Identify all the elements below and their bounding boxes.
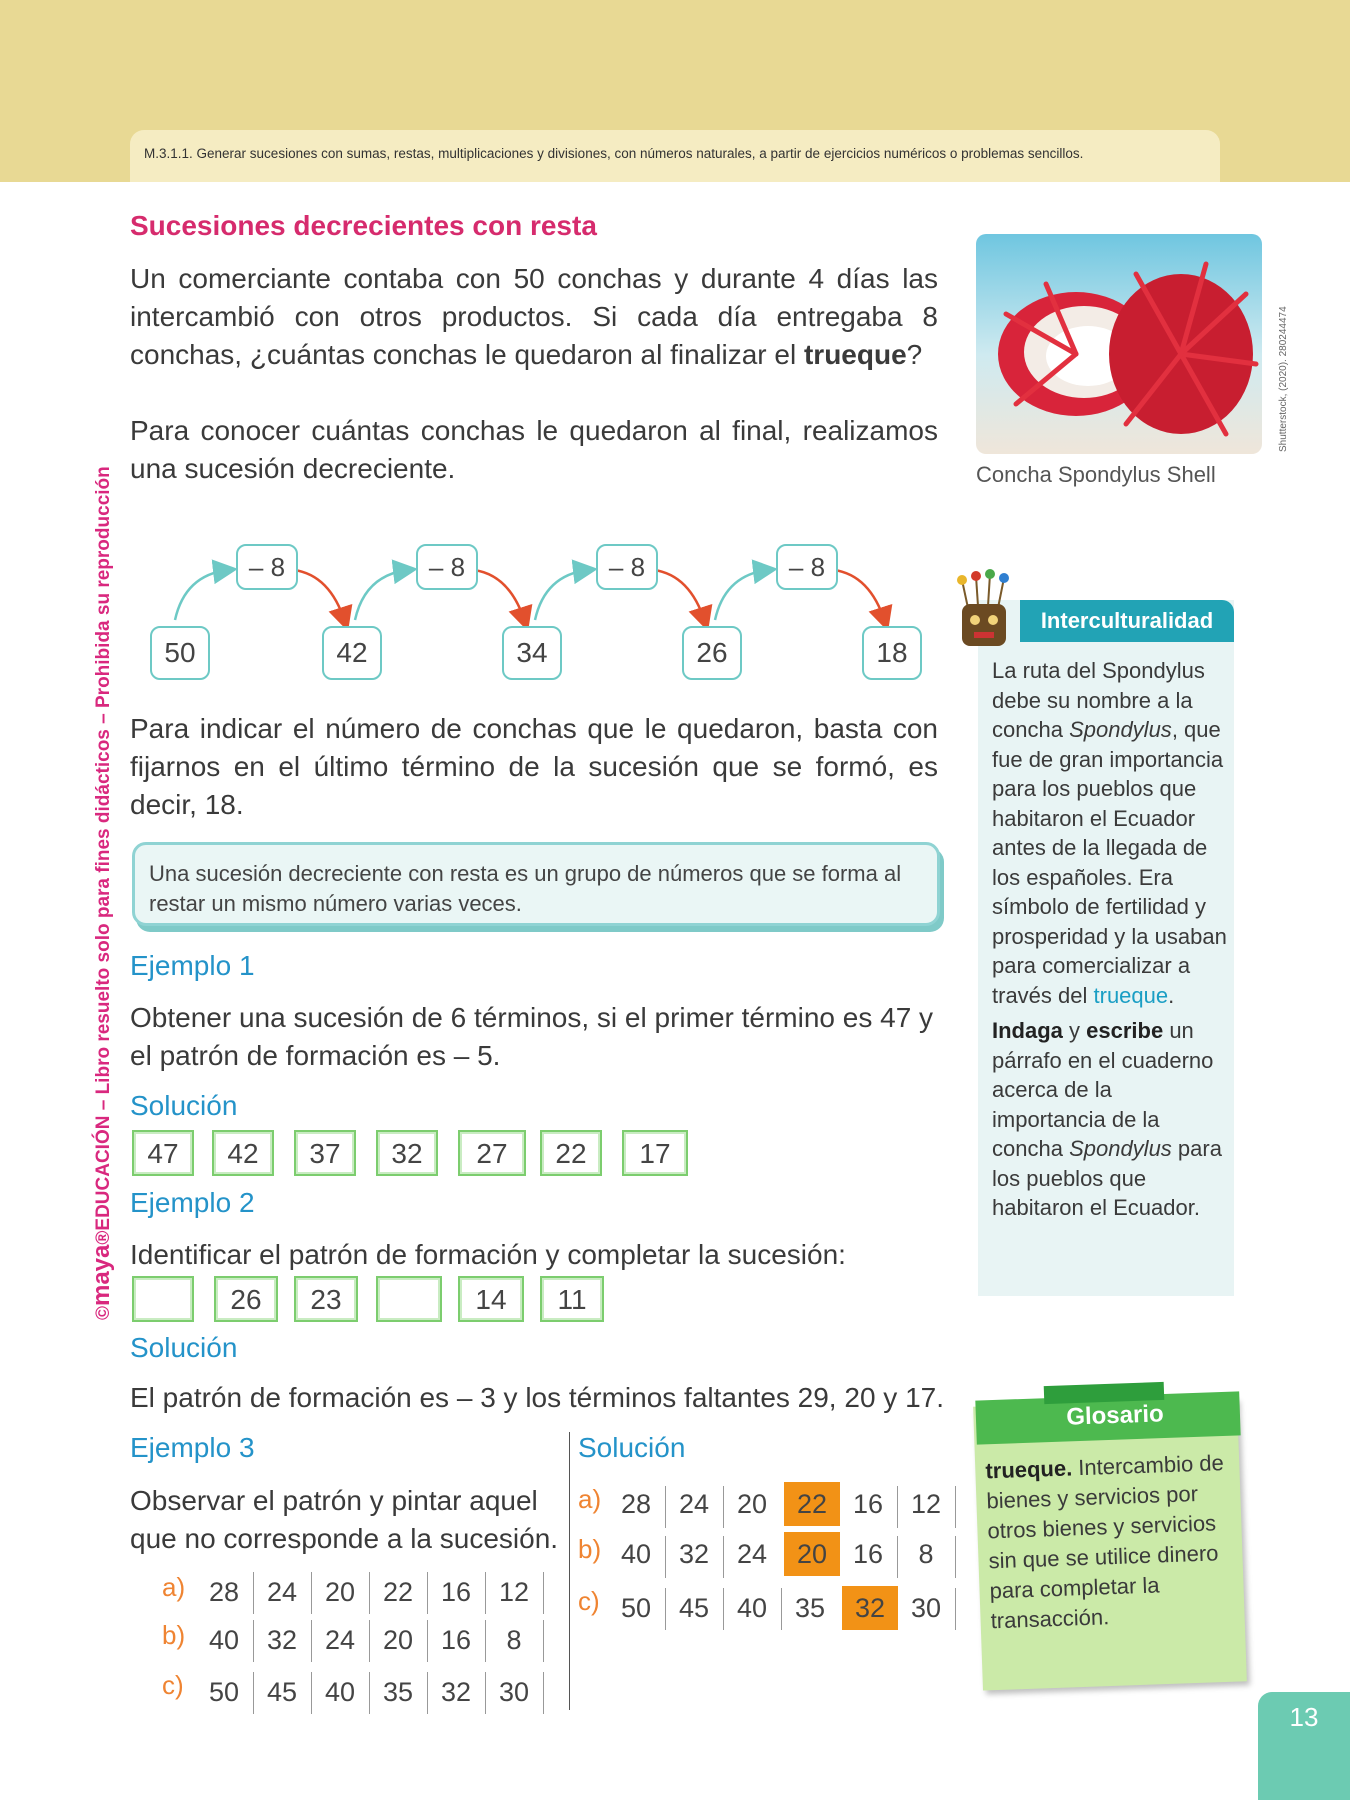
conclusion-paragraph: Para indicar el número de conchas que le quedaron, basta con fijarnos en el último término de la sucesión que se formó, es decir, 18.	[130, 713, 938, 820]
arrow-up-2	[355, 570, 408, 620]
photo-credit: Shutterstock, (2020). 280244474	[1278, 306, 1289, 452]
task-y: y	[1062, 1018, 1087, 1043]
intercult-task	[992, 1016, 1228, 1223]
sequence-term: 18	[862, 626, 922, 680]
cell: 16	[440, 1577, 472, 1607]
sequence-term: 42	[322, 626, 382, 680]
example1-solution-heading: Solución	[130, 1090, 238, 1121]
solution-term: 42	[212, 1130, 274, 1176]
cell: 12	[498, 1577, 530, 1607]
glosario-term: trueque.	[985, 1455, 1073, 1484]
row-label-c: c)	[162, 1670, 184, 1700]
cell: 50	[620, 1593, 652, 1623]
vertical-copyright	[88, 460, 118, 1320]
intercult-link-word: trueque	[1093, 982, 1169, 1008]
copyright-symbol: ©	[93, 1306, 114, 1320]
example1-heading: Ejemplo 1	[130, 950, 255, 981]
cell: 16	[440, 1625, 472, 1655]
operation-box: – 8	[416, 544, 478, 590]
task-text-1: un párrafo en el cuaderno acerca de la importancia de la concha	[992, 1018, 1214, 1161]
interculturalidad-title: Interculturalidad	[1020, 600, 1234, 642]
cell: 22	[382, 1577, 414, 1607]
interculturalidad-text	[992, 656, 1228, 1223]
cell: 28	[208, 1577, 240, 1607]
cell: 20	[324, 1577, 356, 1607]
arrow-down-2	[474, 570, 525, 622]
task-bold-escribe: escribe	[1086, 1018, 1164, 1043]
cell: 45	[266, 1677, 298, 1707]
example2-solution: El patrón de formación es – 3 y los términos faltantes 29, 20 y 17.	[130, 1382, 944, 1413]
cell: 24	[678, 1489, 710, 1519]
cell: 8	[918, 1539, 934, 1569]
example3-heading: Ejemplo 3	[130, 1432, 255, 1463]
glosario-definition: Intercambio de bienes y servicios por otros bienes y servicios sin que se utilice dinero para completar la transacción.	[986, 1450, 1225, 1634]
example1-statement: Obtener una sucesión de 6 términos, si el primer término es 47 y el patrón de formación es – 5.	[130, 1002, 934, 1071]
cell: 20	[382, 1625, 414, 1655]
cell: 40	[324, 1677, 356, 1707]
glosario-title: Glosario	[1065, 1400, 1165, 1431]
maya-logo: maya	[88, 1244, 115, 1306]
cell: 28	[620, 1489, 652, 1519]
problem-text: Un comerciante contaba con 50 conchas y durante 4 días las intercambió con otros productos. Si cada día entregaba 8 conchas, ¿cuántas conchas le quedaron al finalizar el	[130, 263, 938, 370]
intercult-text-3: .	[1168, 982, 1175, 1008]
operation-box: – 8	[596, 544, 658, 590]
row-label-a: a)	[162, 1572, 186, 1602]
sequence-term: 50	[150, 626, 210, 680]
row-label-b: b)	[162, 1620, 186, 1650]
cell: 40	[208, 1625, 240, 1655]
sol-row-label-a: a)	[578, 1484, 602, 1514]
cell: 32	[266, 1625, 298, 1655]
sequence-box: 11	[540, 1276, 604, 1322]
example2-statement: Identificar el patrón de formación y completar la sucesión:	[130, 1239, 846, 1270]
cell: 45	[678, 1593, 710, 1623]
sequence-term: 26	[682, 626, 742, 680]
cell: 50	[208, 1677, 240, 1707]
photo-caption: Concha Spondylus Shell	[976, 462, 1216, 487]
arrow-down-1	[294, 570, 345, 622]
task-italic: Spondylus	[1069, 1136, 1172, 1161]
task-text-2: para los pueblos que habitaron el Ecuador.	[992, 1136, 1222, 1220]
example3-divider	[569, 1432, 570, 1710]
intro-paragraph: Para conocer cuántas conchas le quedaron al final, realizamos una sucesión decreciente.	[130, 415, 938, 484]
sequence-box-empty	[132, 1276, 194, 1322]
example2-heading: Ejemplo 2	[130, 1187, 255, 1218]
solution-term: 47	[132, 1130, 194, 1176]
cell: 30	[910, 1593, 942, 1623]
example3-rows	[160, 1568, 550, 1718]
sol-row-label-c: c)	[578, 1586, 600, 1616]
example3-solution-heading: Solución	[578, 1432, 686, 1463]
intercult-italic: Spondylus	[1069, 717, 1172, 742]
cell: 16	[852, 1539, 884, 1569]
cell: 20	[736, 1489, 768, 1519]
sequence-box-empty	[376, 1276, 442, 1322]
intercult-text-2: , que fue de gran importancia para los pueblos que habitaron el Ecuador antes de la llegada de los españoles. Era símbolo de fertilidad y prosperidad y la usaban para comercializar a través del	[992, 717, 1227, 1008]
cell: 30	[498, 1677, 530, 1707]
cell: 16	[852, 1489, 884, 1519]
highlighted-cell: 22	[784, 1482, 840, 1526]
cell: 40	[620, 1539, 652, 1569]
problem-statement	[130, 260, 938, 374]
arrow-down-4	[834, 570, 885, 622]
cell: 35	[794, 1593, 826, 1623]
solution-term: 17	[622, 1130, 688, 1176]
sequence-box: 23	[294, 1276, 358, 1322]
solution-term: 37	[294, 1130, 356, 1176]
copyright-text: ®EDUCACIÓN – Libro resuelto solo para fines didácticos – Prohibida su reproducción	[93, 466, 114, 1245]
cell: 32	[678, 1539, 710, 1569]
example1-solution-boxes	[130, 1130, 710, 1178]
highlighted-cell: 32	[842, 1586, 898, 1630]
sequence-box: 26	[214, 1276, 278, 1322]
arrow-up-3	[535, 570, 588, 620]
cell: 32	[440, 1677, 472, 1707]
definition-box: Una sucesión decreciente con resta es un grupo de números que se forma al restar un mismo número varias veces.	[132, 842, 940, 926]
intercult-text-1: La ruta del Spondylus debe su nombre a la concha	[992, 658, 1205, 742]
solution-term: 32	[376, 1130, 438, 1176]
cell: 24	[324, 1625, 356, 1655]
operation-box: – 8	[776, 544, 838, 590]
shell-illustration	[976, 234, 1262, 454]
operation-box: – 8	[236, 544, 298, 590]
task-bold-indaga: Indaga	[992, 1018, 1063, 1043]
page-number: 13	[1289, 1702, 1319, 1732]
cell: 35	[382, 1677, 414, 1707]
cell: 8	[506, 1625, 522, 1655]
solution-term: 22	[540, 1130, 602, 1176]
section-title: Sucesiones decrecientes con resta	[130, 210, 597, 241]
example2-boxes	[130, 1276, 630, 1324]
glosario-text	[985, 1448, 1241, 1637]
example2-solution-heading: Solución	[130, 1332, 238, 1363]
arrow-down-3	[654, 570, 705, 622]
arrow-up-1	[175, 570, 228, 620]
highlighted-cell: 20	[784, 1532, 840, 1576]
spondylus-shell-photo	[976, 234, 1262, 454]
sequence-diagram	[130, 540, 930, 690]
example3-solution-rows	[576, 1480, 956, 1630]
mask-icon	[948, 568, 1020, 652]
solution-term: 27	[458, 1130, 526, 1176]
example3-statement: Observar el patrón y pintar aquel que no corresponde a la sucesión.	[130, 1485, 559, 1554]
problem-bold-word: trueque	[803, 339, 907, 370]
sol-row-label-b: b)	[578, 1534, 602, 1564]
problem-text-end: ?	[906, 339, 923, 370]
cell: 24	[736, 1539, 768, 1569]
curriculum-standard: M.3.1.1. Generar sucesiones con sumas, restas, multiplicaciones y divisiones, con números naturales, a partir de ejercicios numéricos o problemas sencillos.	[130, 130, 1220, 182]
cell: 24	[266, 1577, 298, 1607]
sequence-box: 14	[458, 1276, 524, 1322]
cell: 12	[910, 1489, 942, 1519]
arrow-up-4	[715, 570, 768, 620]
sequence-term: 34	[502, 626, 562, 680]
cell: 40	[736, 1593, 768, 1623]
